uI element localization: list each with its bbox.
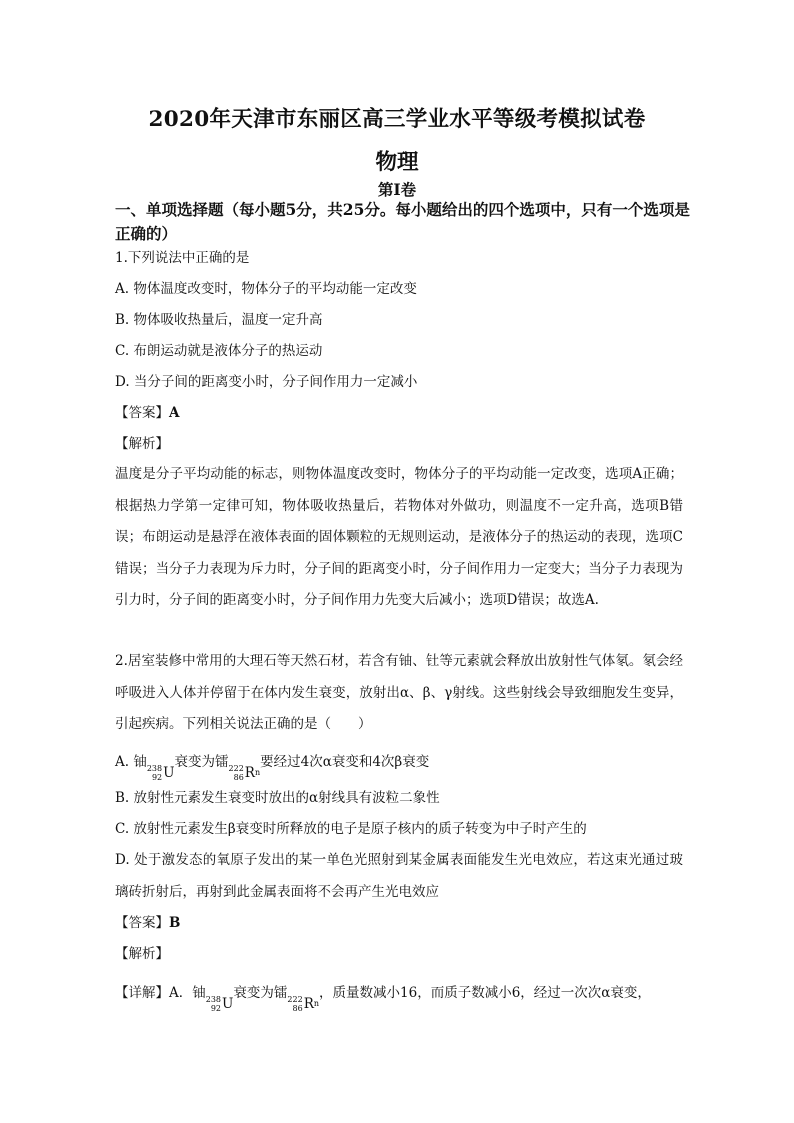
answer-tag: 【答案】 <box>115 915 169 931</box>
q1-analysis-text: 温度是分子平均动能的标志，则物体温度改变时，物体分子的平均动能一定改变，选项A正确；根据热力学第一定律可知，物体吸收热量后，若物体对外做功，则温度不一定升高，选项B错误；布朗运动是悬浮在液体表面的固体颗粒的无规则运动，是液体分子的热运动的表现，选项C错误；当分子力表现为斥力时，分子间的距离变小时，分子间作用力一定变大；当分子力表现为引力时，分子间的距离变小时，分子间作用力先变大后减小；选项D错误；故选A. <box>115 466 683 608</box>
q2-detail-line <box>115 983 651 1014</box>
q2-option-a-mid: 衰变为镭 <box>174 754 229 770</box>
r-charge-number: 86 <box>233 773 244 782</box>
q2-option-a-suffix: 要经过4次α衰变和4次β衰变 <box>260 754 430 770</box>
r-mass-number: 222 <box>228 764 244 773</box>
q2-stem: 2.居室装修中常用的大理石等天然石材，若含有铀、钍等元素就会释放出放射性气体氡。氡会经呼吸进入人体并停留于在体内发生衰变，放射出α、β、γ射线。这些射线会导致细胞发生变异，引起疾病。下列相关说法正确的是（ ） <box>115 653 683 732</box>
q1-option-a: A. 物体温度改变时，物体分子的平均动能一定改变 <box>115 281 417 297</box>
radon-nuclide <box>229 763 261 783</box>
q2-option-c: C. 放射性元素发生β衰变时所释放的电子是原子核内的质子转变为中子时产生的 <box>115 821 587 837</box>
q2-detail-suffix: ，质量数减小16，而质子数减小6，经过一次次α衰变， <box>319 985 651 1001</box>
r-subscript: n <box>313 999 320 1008</box>
r-mass-number: 222 <box>287 995 303 1004</box>
radon-nuclide <box>287 994 319 1014</box>
q1-option-c: C. 布朗运动就是液体分子的热运动 <box>115 343 323 359</box>
q2-answer <box>115 913 180 933</box>
u-mass-number: 238 <box>146 764 163 773</box>
r-symbol: R <box>244 765 255 781</box>
q2-option-a <box>115 752 429 783</box>
u-mass-number: 238 <box>205 995 222 1004</box>
r-subscript: n <box>254 768 261 777</box>
q1-stem: 1.下列说法中正确的是 <box>115 250 250 266</box>
q1-option-b: B. 物体吸收热量后，温度一定升高 <box>115 312 323 328</box>
section-heading: 一、单项选择题（每小题5分，共25分。每小题给出的四个选项中，只有一个选项是正确的） <box>115 200 690 243</box>
uranium-nuclide <box>206 994 234 1014</box>
r-charge-number: 86 <box>292 1004 303 1013</box>
u-symbol: U <box>222 996 234 1012</box>
q2-detail-prefix: 【详解】A．铀 <box>115 985 206 1001</box>
q2-detail-mid: 衰变为镭 <box>233 985 288 1001</box>
r-symbol: R <box>303 996 314 1012</box>
answer-value: A <box>169 405 180 421</box>
volume-label: 第Ⅰ卷 <box>377 180 417 199</box>
q1-answer <box>115 403 179 423</box>
q2-option-a-prefix: A. 铀 <box>115 754 147 770</box>
q1-option-d: D. 当分子间的距离变小时，分子间作用力一定减小 <box>115 374 418 390</box>
u-charge-number: 92 <box>210 1004 222 1013</box>
answer-value: B <box>169 915 181 931</box>
uranium-nuclide <box>147 763 175 783</box>
q2-option-b: B. 放射性元素发生衰变时放出的α射线具有波粒二象性 <box>115 790 440 806</box>
answer-tag: 【答案】 <box>115 405 169 421</box>
q1-analysis-tag: 【解析】 <box>115 436 169 452</box>
u-symbol: U <box>163 765 175 781</box>
u-charge-number: 92 <box>151 773 163 782</box>
exam-title: 2020年天津市东丽区高三学业水平等级考模拟试卷 <box>148 107 646 132</box>
q2-option-d: D. 处于激发态的氧原子发出的某一单色光照射到某金属表面能发生光电效应，若这束光通过玻璃砖折射后，再射到此金属表面将不会再产生光电效应 <box>115 852 683 900</box>
q2-analysis-tag: 【解析】 <box>115 946 169 962</box>
exam-subject: 物理 <box>375 150 419 175</box>
